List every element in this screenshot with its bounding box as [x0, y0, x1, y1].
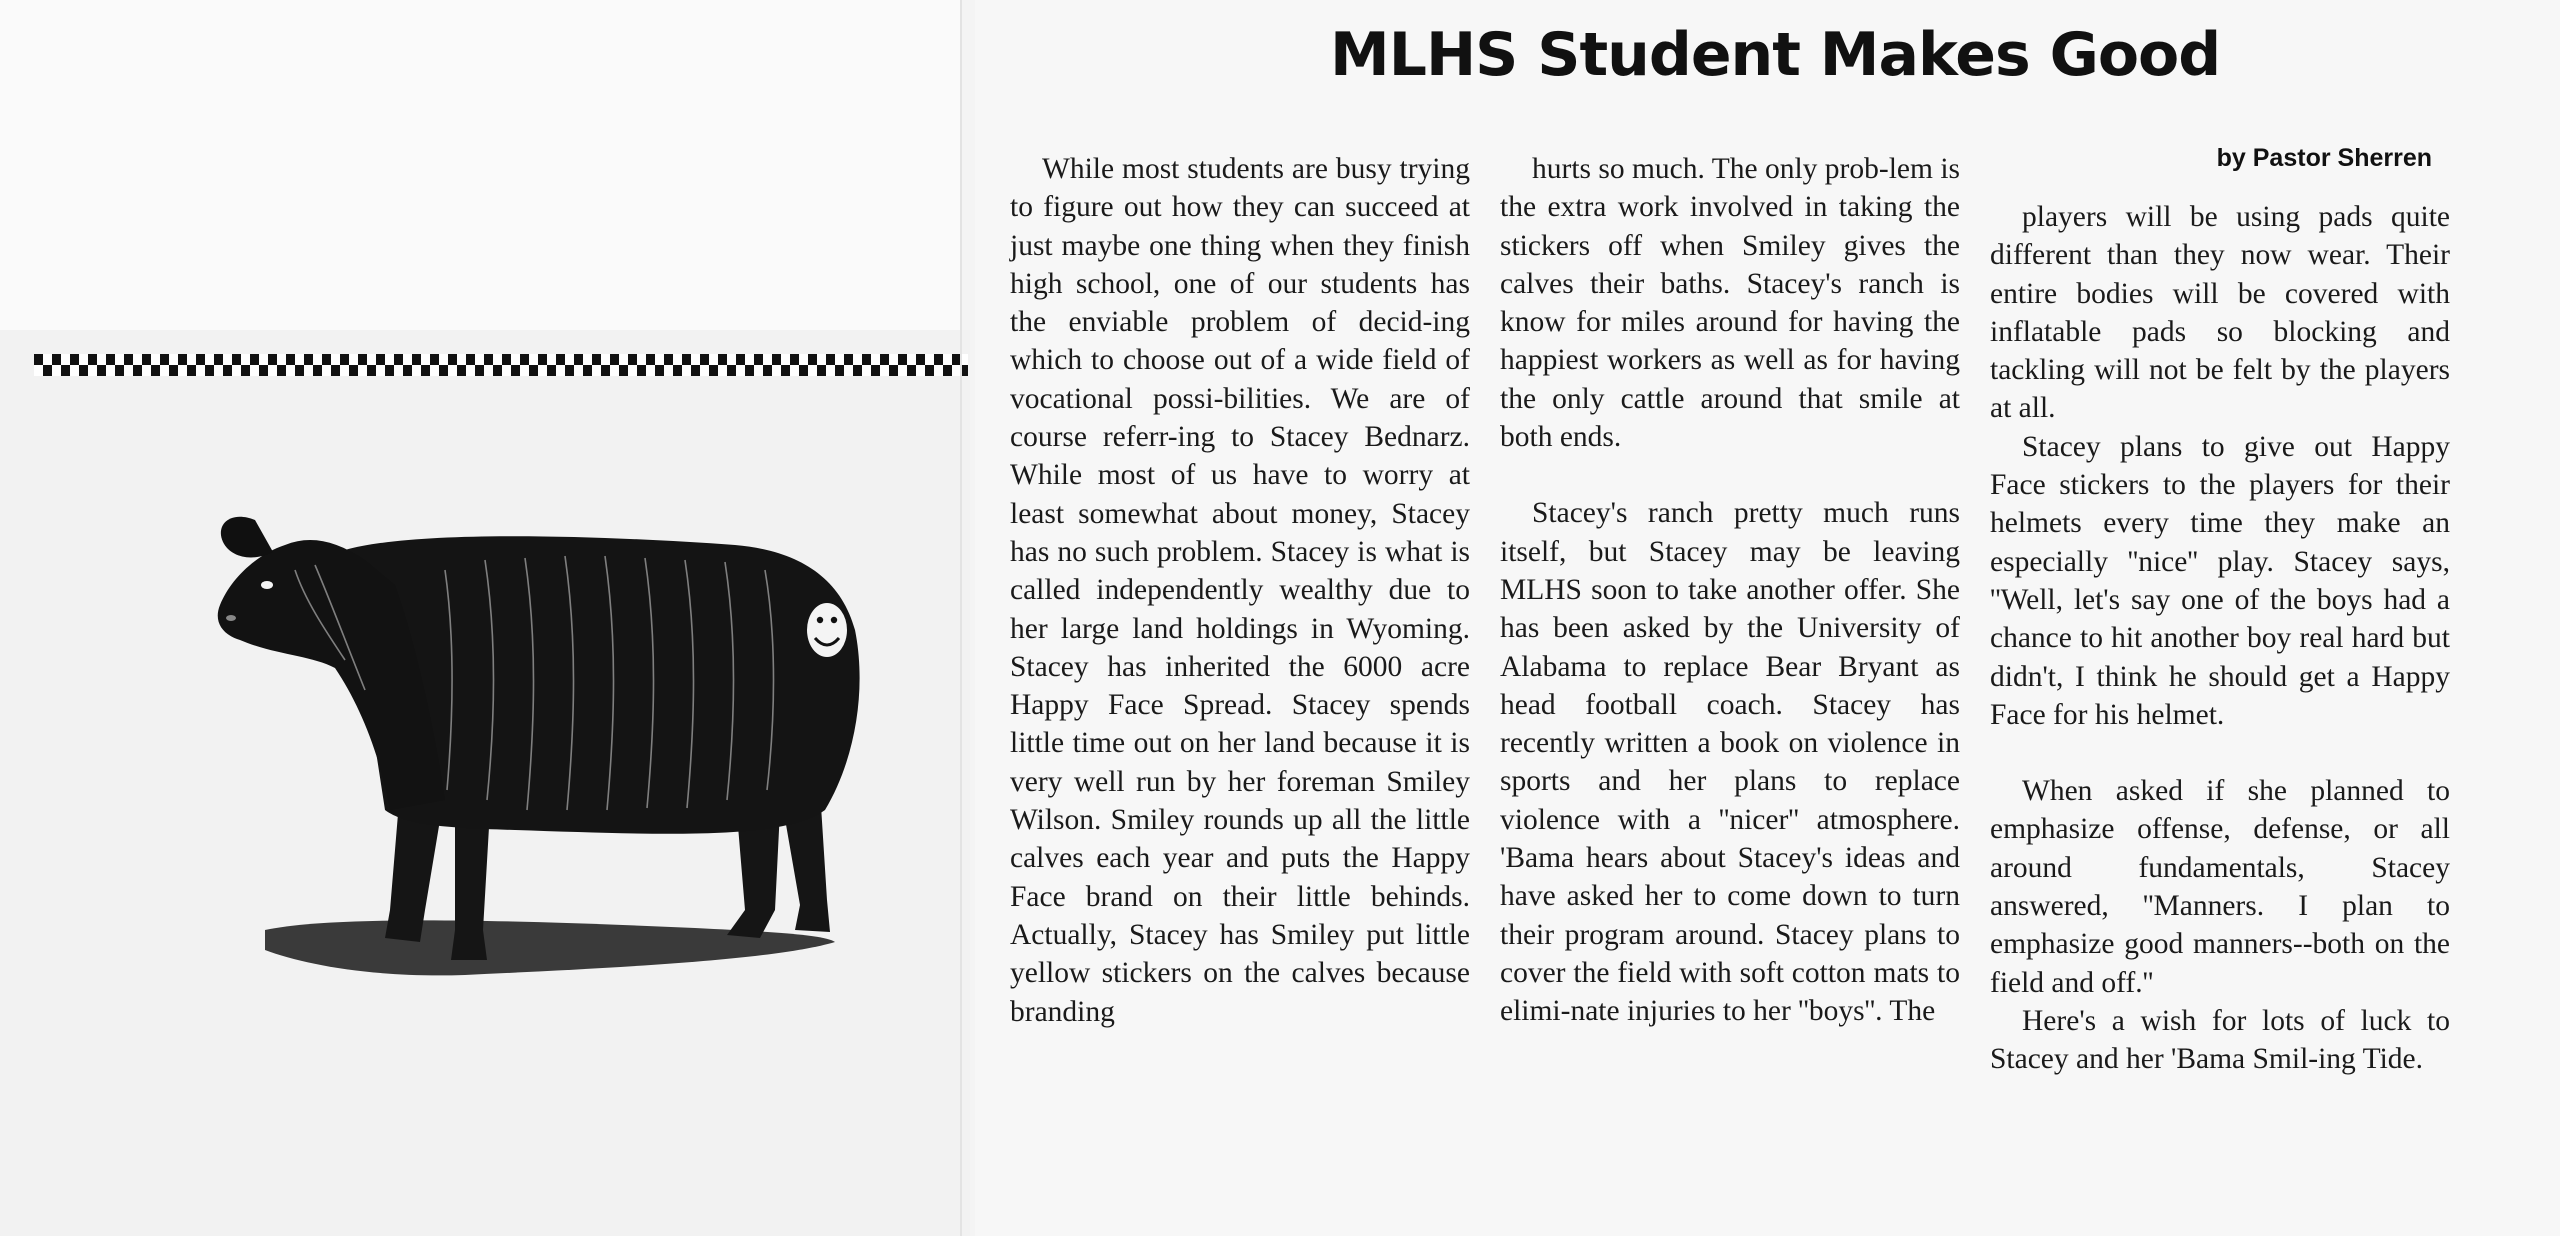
- clipping-edge: [960, 0, 962, 1236]
- article-column-3: [1990, 198, 2450, 1079]
- headline: MLHS Student Makes Good: [1330, 20, 2221, 90]
- cow-icon: [215, 490, 885, 1010]
- article-column-1: [1010, 150, 1470, 1031]
- paragraph: hurts so much. The only prob-lem is the extra work involved in taking the stickers off when Smiley gives the calves their baths. Stacey's ranch is know for miles around for having the happiest workers as well as for having the only cattle around that smile at both ends.: [1500, 153, 1960, 454]
- paragraph: When asked if she planned to emphasize offense, defense, or all around fundamentals, Stacey answered, ''Manners. I plan to emphasize good manners--both on the field and off.'': [1990, 775, 2450, 999]
- checkered-border: [34, 354, 968, 376]
- paragraph: players will be using pads quite different than they now wear. Their entire bodies will be covered with inflatable pads so blocking and tackling will not be felt by the players at all.: [1990, 201, 2450, 425]
- paragraph: Stacey plans to give out Happy Face stickers to the players for their helmets every time they make an especially ''nice'' play. Stacey says, ''Well, let's say one of the boys had a chance to hit another boy real hard but didn't, I think he should get a Happy Face for his helmet.: [1990, 430, 2450, 731]
- paragraph: While most students are busy trying to figure out how they can succeed at just maybe one thing when they finish high school, one of our students has the enviable problem of decid-ing which to choose out of a wide field of vocational possi-bilities. We are of course referr-ing to Stacey Bednarz. While most of us have to worry at least somewhat about money, Stacey has no such problem. Stacey is what is called independently wealthy due to her large land holdings in Wyoming. Stacey has inherited the 6000 acre Happy Face Spread. Stacey spends little time out on her land because it is very well run by her foreman Smiley Wilson. Smiley rounds up all the little calves each year and puts the Happy Face brand on their little behinds. Actually, Stacey has Smiley put little yellow stickers on the calves because branding: [1010, 153, 1470, 1028]
- paragraph: Here's a wish for lots of luck to Stacey and her 'Bama Smil-ing Tide.: [1990, 1004, 2450, 1076]
- article-column-2: [1500, 150, 1960, 1031]
- paragraph: Stacey's ranch pretty much runs itself, but Stacey may be leaving MLHS soon to take another offer. She has been asked by the University of Alabama to replace Bear Bryant as head football coach. Stacey has recently written a book on violence in sports and her plans to replace violence with a ''nicer'' atmosphere. 'Bama hears about Stacey's ideas and have asked her to come down to turn their program around. Stacey plans to cover the field with soft cotton mats to elimi-nate injuries to her ''boys''. The: [1500, 497, 1960, 1028]
- clipping-blank-area: [0, 0, 960, 330]
- byline: by Pastor Sherren: [2216, 144, 2432, 172]
- happy-face-sticker-icon: [807, 603, 847, 657]
